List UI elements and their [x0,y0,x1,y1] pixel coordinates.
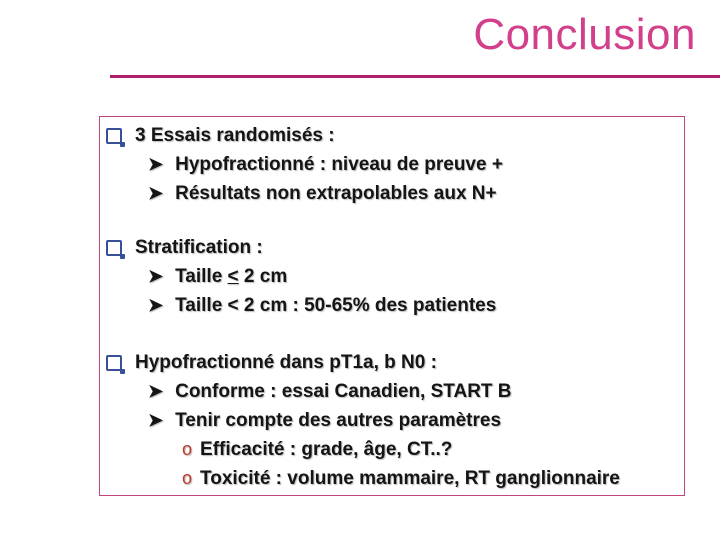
arrow-bullet-icon: ➤ [148,381,164,401]
item-text: Tenir compte des autres paramètres [175,410,502,431]
list-item [106,262,496,291]
section-stratification [106,233,496,320]
item-underlined-symbol: < [227,266,239,287]
arrow-bullet-icon: ➤ [148,410,164,430]
section-heading [106,348,620,377]
list-item [106,291,496,320]
subitem-text: Toxicité : volume mammaire, RT ganglionnaire [200,468,620,489]
item-text-after: 2 cm [238,266,288,287]
item-text: Taille < 2 cm : 50-65% des patientes [175,295,497,316]
arrow-bullet-icon: ➤ [148,154,164,174]
list-item [106,377,620,406]
arrow-bullet-icon: ➤ [148,295,164,315]
list-item [106,150,503,179]
subitem-text: Efficacité : grade, âge, CT..? [200,439,453,460]
arrow-bullet-icon: ➤ [148,266,164,286]
section-hypofractionne [106,348,620,493]
title-underline-rule [110,75,720,78]
heading-text: Hypofractionné dans pT1a, b N0 : [135,352,437,373]
item-text: Conforme : essai Canadien, START B [175,381,512,402]
content-box [99,116,685,496]
section-heading [106,121,503,150]
sub-list-item [106,435,620,464]
section-essais [106,121,503,208]
list-item [106,179,503,208]
item-text-before: Taille [175,266,228,287]
item-text: Résultats non extrapolables aux N+ [175,183,497,204]
item-text: Hypofractionné : niveau de preuve + [175,154,503,175]
section-heading [106,233,496,262]
heading-text: Stratification : [135,237,263,258]
list-item [106,406,620,435]
arrow-bullet-icon: ➤ [148,183,164,203]
checkbox-square-icon [106,128,122,144]
circle-bullet-icon: o [182,439,193,459]
slide-title: Conclusion [473,10,696,59]
sub-list-item [106,464,620,493]
heading-text: 3 Essais randomisés : [135,125,335,146]
checkbox-square-icon [106,355,122,371]
checkbox-square-icon [106,240,122,256]
circle-bullet-icon: o [182,468,193,488]
